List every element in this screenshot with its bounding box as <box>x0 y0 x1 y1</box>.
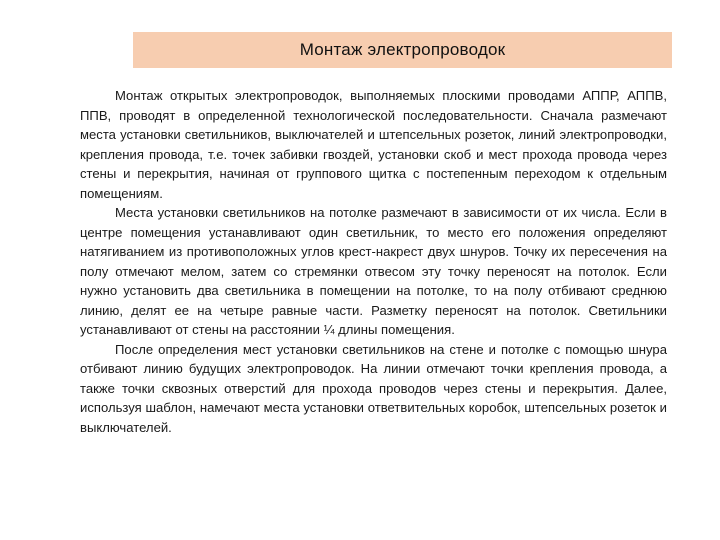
paragraph-1: Монтаж открытых электропроводок, выполняемых плоскими проводами АППР, АППВ, ППВ, проводят в определенной технологической последовательности. Сначала размечают места установки светильников, выключателей и штепсельных розеток, линий электропроводки, крепления провода, т.е. точек забивки гвоздей, установки скоб и мест прохода провода через стены и перекрытия, начиная от группового щитка с постепенным переходом к отдельным помещениям. <box>80 88 667 201</box>
paragraph-3: После определения мест установки светильников на стене и потолке с помощью шнура отбивают линию будущих электропроводок. На линии отмечают точки крепления провода, а также точки сквозных отверстий для прохода проводов через стены и перекрытия. Далее, используя шаблон, намечают места установки ответвительных коробок, штепсельных розеток и выключателей. <box>80 341 667 435</box>
paragraph-2: Места установки светильников на потолке размечают в зависимости от их числа. Если в центре помещения устанавливают один светильник, то место его положения определяют натягиванием из противоположных углов крест-накрест двух шнуров. Точку их пересечения на полу отмечают мелом, затем со стремянки отвесом эту точку переносят на потолок. Если нужно установить два светильника в помещении на потолке, то на полу отбивают среднюю линию, делят ее на четыре равные части. Разметку переносят на потолок. Светильники устанавливают от стены на расстоянии ¼ длины помещения. <box>80 205 667 337</box>
title-bar <box>133 32 672 68</box>
slide-title: Монтаж электропроводок <box>299 40 506 59</box>
body-text <box>80 86 667 437</box>
